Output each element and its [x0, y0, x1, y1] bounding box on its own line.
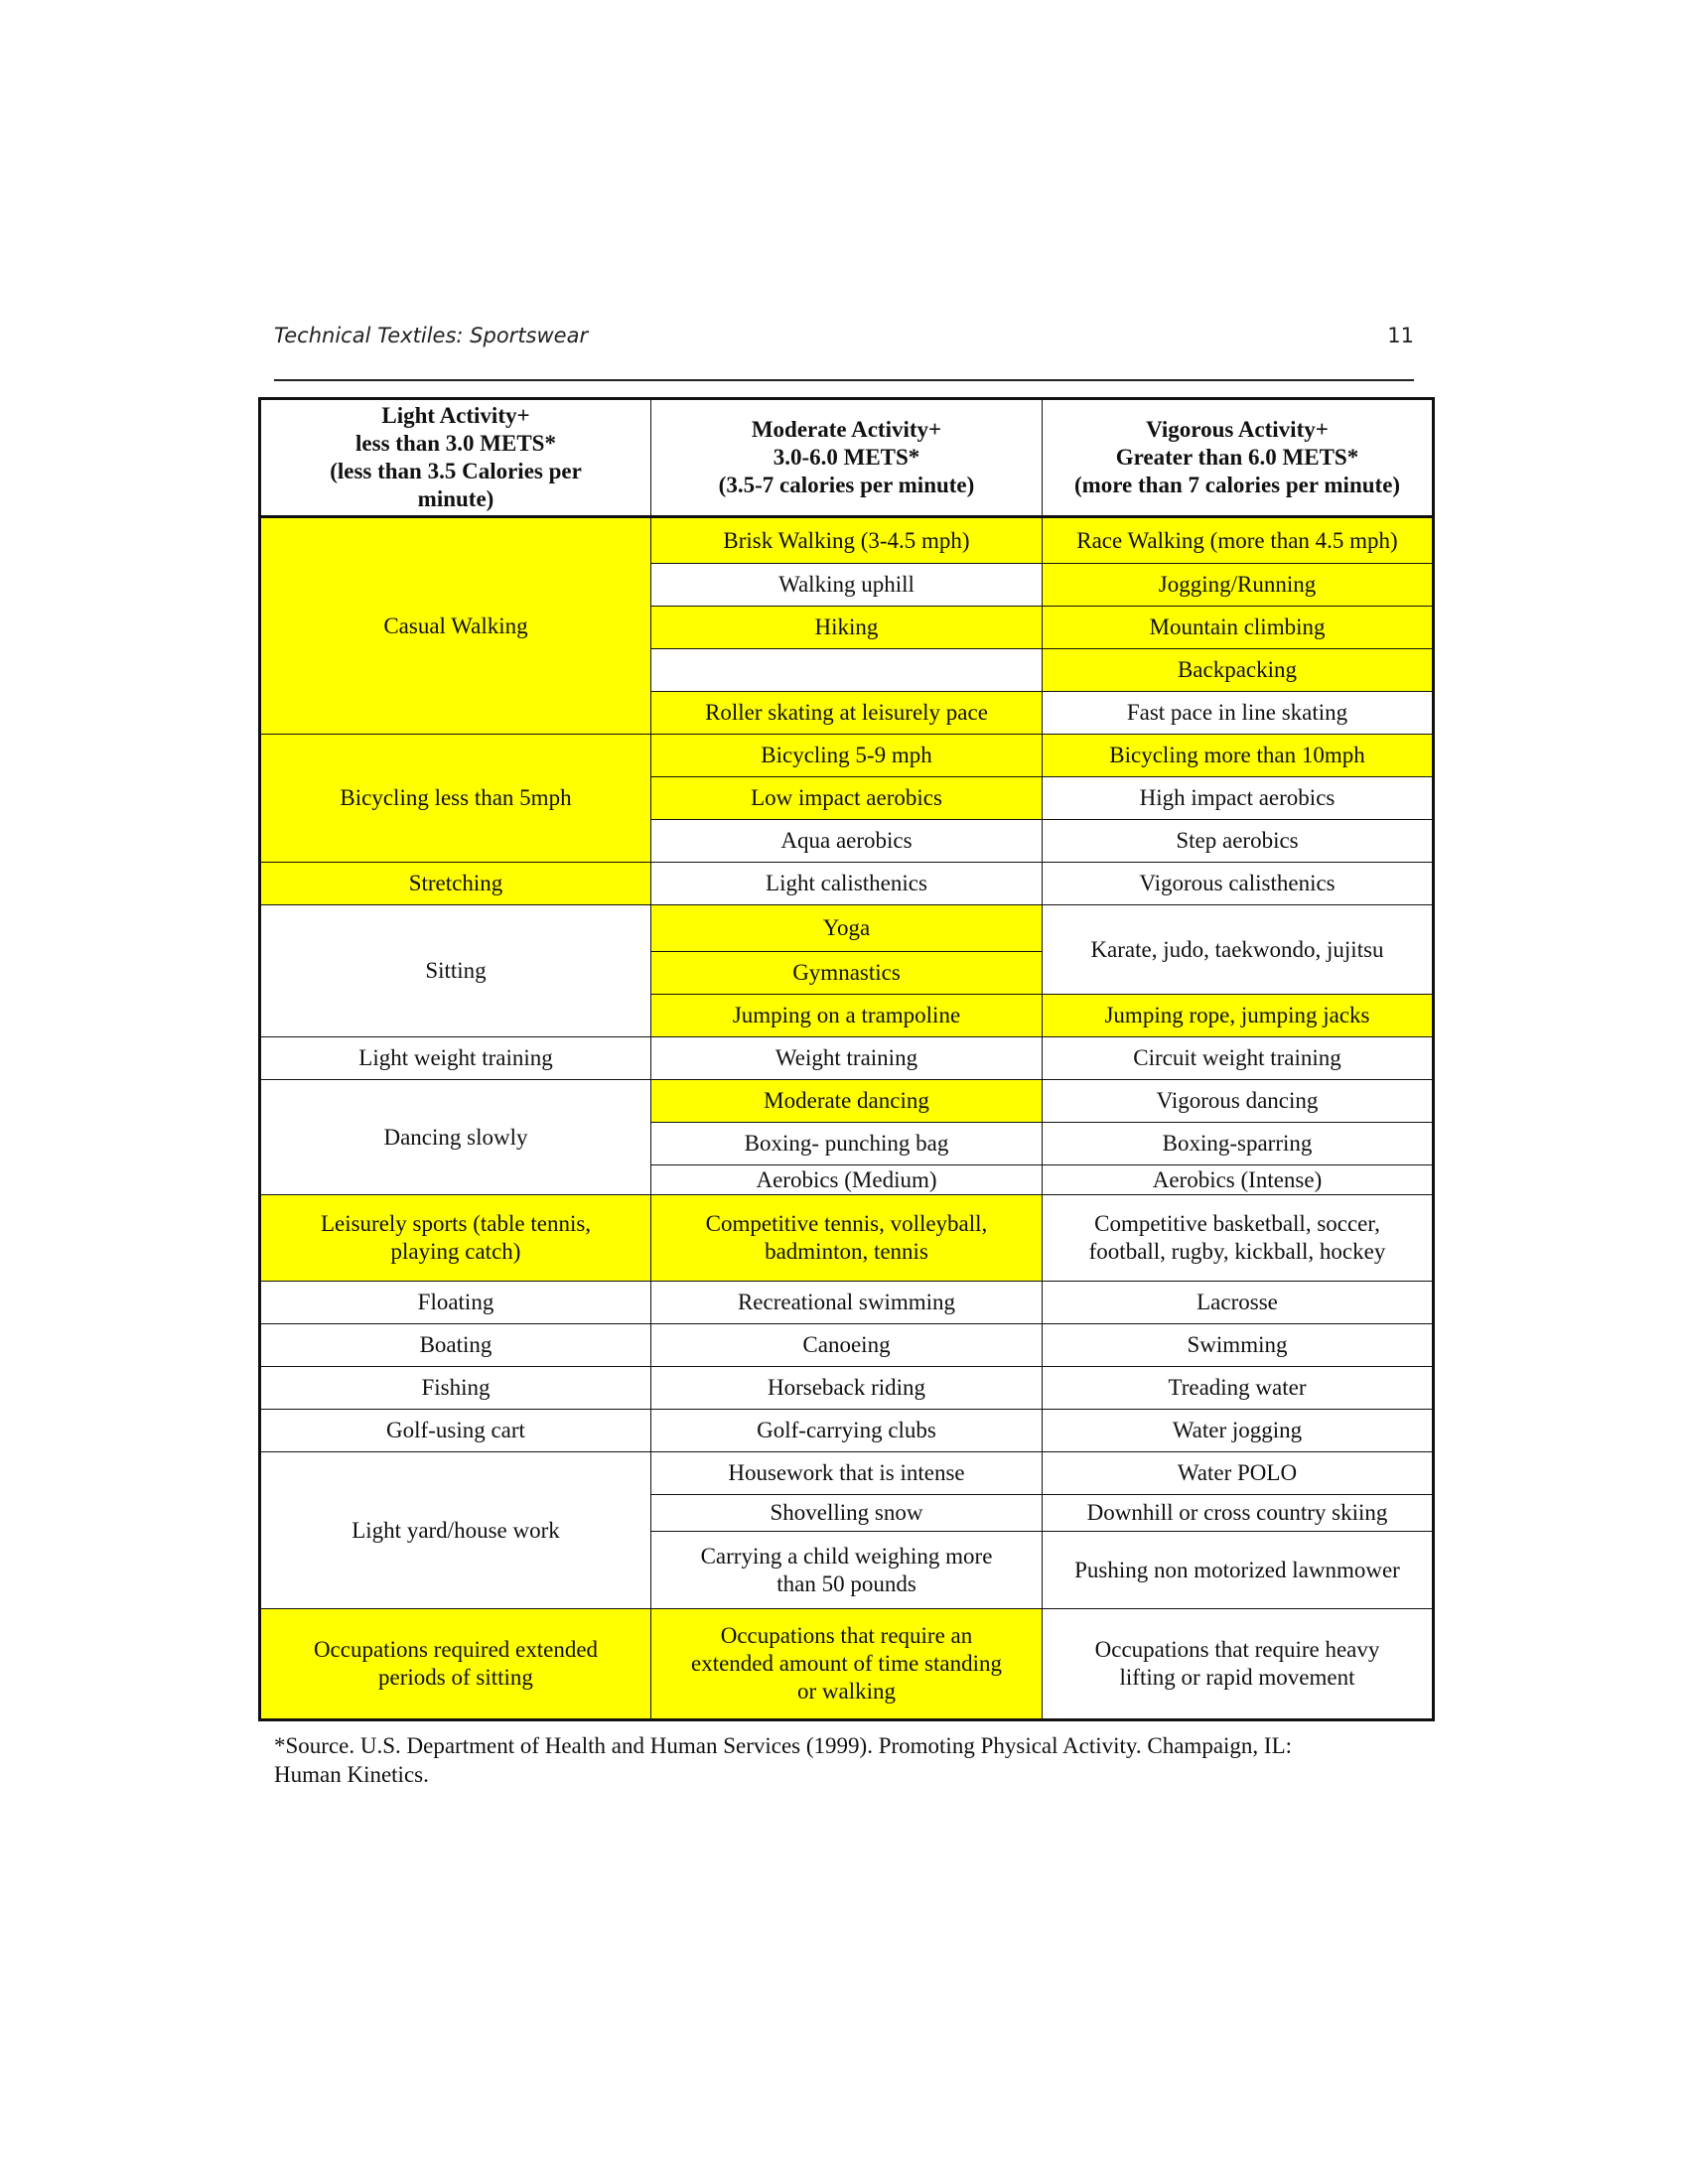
table-row [260, 1037, 1434, 1080]
cell-carrying-child [651, 1532, 1043, 1609]
cell-water-polo: Water POLO [1043, 1452, 1434, 1495]
cell-jogging: Jogging/Running [1043, 564, 1434, 607]
cell-horseback: Horseback riding [651, 1367, 1043, 1410]
table-row [260, 863, 1434, 905]
header-light [260, 399, 651, 517]
cell-line: than 50 pounds [776, 1570, 916, 1596]
cell-competitive-tennis [651, 1195, 1043, 1282]
cell-brisk-walking: Brisk Walking (3-4.5 mph) [651, 517, 1043, 564]
cell-bicycling-light: Bicycling less than 5mph [260, 735, 651, 863]
cell-golf-cart: Golf-using cart [260, 1410, 651, 1452]
cell-backpacking: Backpacking [1043, 649, 1434, 692]
cell-jumping-rope: Jumping rope, jumping jacks [1043, 995, 1434, 1037]
cell-aqua-aerobics: Aqua aerobics [651, 820, 1043, 863]
cell-weight-training: Weight training [651, 1037, 1043, 1080]
cell-martial-arts: Karate, judo, taekwondo, jujitsu [1043, 905, 1434, 995]
cell-line: Competitive basketball, soccer, [1094, 1211, 1380, 1236]
cell-line: playing catch) [390, 1239, 521, 1264]
cell-low-impact: Low impact aerobics [651, 777, 1043, 820]
cell-yard-work: Light yard/house work [260, 1452, 651, 1609]
running-head [274, 316, 1414, 355]
cell-occupations-moderate [651, 1609, 1043, 1720]
table-row [260, 1367, 1434, 1410]
header-line: Greater than 6.0 METS* [1115, 445, 1359, 470]
cell-line: Leisurely sports (table tennis, [320, 1211, 592, 1236]
source-note [274, 1731, 1426, 1789]
header-rule [274, 379, 1414, 381]
cell-vigorous-calisthenics: Vigorous calisthenics [1043, 863, 1434, 905]
table-row [260, 905, 1434, 952]
cell-swimming: Swimming [1043, 1324, 1434, 1367]
cell-leisurely-sports [260, 1195, 651, 1282]
header-line: less than 3.0 METS* [355, 431, 556, 456]
cell-floating: Floating [260, 1282, 651, 1324]
table-row [260, 1195, 1434, 1282]
cell-line: badminton, tennis [765, 1239, 928, 1264]
cell-line: extended amount of time standing [691, 1651, 1002, 1676]
cell-light-weight: Light weight training [260, 1037, 651, 1080]
page-number: 11 [1387, 324, 1414, 347]
table-row [260, 517, 1434, 564]
cell-mountain-climbing: Mountain climbing [1043, 607, 1434, 649]
header-line: Moderate Activity+ [751, 417, 942, 442]
cell-high-impact: High impact aerobics [1043, 777, 1434, 820]
header-vigorous [1043, 399, 1434, 517]
table-header-row [260, 399, 1434, 517]
cell-light-calisthenics: Light calisthenics [651, 863, 1043, 905]
table-row [260, 1080, 1434, 1123]
cell-line: football, rugby, kickball, hockey [1088, 1239, 1386, 1264]
cell-roller-skating: Roller skating at leisurely pace [651, 692, 1043, 735]
cell-treading-water: Treading water [1043, 1367, 1434, 1410]
header-line: Light Activity+ [381, 403, 530, 428]
source-line: Human Kinetics. [274, 1762, 429, 1787]
cell-dancing-slowly: Dancing slowly [260, 1080, 651, 1195]
source-line: *Source. U.S. Department of Health and Human Services (1999). Promoting Physical Activity. Champaign, IL: [274, 1733, 1293, 1758]
cell-fishing: Fishing [260, 1367, 651, 1410]
cell-casual-walking: Casual Walking [260, 517, 651, 735]
cell-boating: Boating [260, 1324, 651, 1367]
cell-moderate-dancing: Moderate dancing [651, 1080, 1043, 1123]
header-line: 3.0-6.0 METS* [773, 445, 920, 470]
cell-race-walking: Race Walking (more than 4.5 mph) [1043, 517, 1434, 564]
table-row [260, 1282, 1434, 1324]
activity-table [258, 397, 1435, 1721]
cell-line: lifting or rapid movement [1119, 1665, 1355, 1690]
header-moderate [651, 399, 1043, 517]
cell-water-jogging: Water jogging [1043, 1410, 1434, 1452]
cell-skiing: Downhill or cross country skiing [1043, 1495, 1434, 1532]
cell-step-aerobics: Step aerobics [1043, 820, 1434, 863]
header-line: Vigorous Activity+ [1146, 417, 1329, 442]
cell-line: Occupations that require an [720, 1623, 973, 1648]
cell-line: Carrying a child weighing more [700, 1543, 993, 1569]
cell-vigorous-dancing: Vigorous dancing [1043, 1080, 1434, 1123]
cell-line: or walking [796, 1679, 896, 1704]
cell-boxing-sparring: Boxing-sparring [1043, 1123, 1434, 1165]
cell-occupations-vigorous [1043, 1609, 1434, 1720]
cell-stretching: Stretching [260, 863, 651, 905]
table-row [260, 1452, 1434, 1495]
cell-yoga: Yoga [651, 905, 1043, 952]
table-row [260, 735, 1434, 777]
cell-line: Occupations required extended [313, 1637, 599, 1662]
cell-lawnmower: Pushing non motorized lawnmower [1043, 1532, 1434, 1609]
cell-gymnastics: Gymnastics [651, 952, 1043, 995]
cell-trampoline: Jumping on a trampoline [651, 995, 1043, 1037]
table-row [260, 1324, 1434, 1367]
cell-recreational-swimming: Recreational swimming [651, 1282, 1043, 1324]
table-row [260, 1609, 1434, 1720]
cell-inline-skating: Fast pace in line skating [1043, 692, 1434, 735]
cell-line: Competitive tennis, volleyball, [705, 1211, 988, 1236]
cell-boxing-bag: Boxing- punching bag [651, 1123, 1043, 1165]
header-line: (more than 7 calories per minute) [1073, 473, 1401, 497]
cell-occupations-light [260, 1609, 651, 1720]
cell-empty [651, 649, 1043, 692]
cell-bicycling-moderate: Bicycling 5-9 mph [651, 735, 1043, 777]
cell-lacrosse: Lacrosse [1043, 1282, 1434, 1324]
header-line: (3.5-7 calories per minute) [718, 473, 975, 497]
cell-walking-uphill: Walking uphill [651, 564, 1043, 607]
header-line: (less than 3.5 Calories per [330, 459, 582, 483]
cell-aerobics-intense: Aerobics (Intense) [1043, 1165, 1434, 1195]
cell-shovelling: Shovelling snow [651, 1495, 1043, 1532]
cell-circuit-training: Circuit weight training [1043, 1037, 1434, 1080]
running-head-title: Technical Textiles: Sportswear [274, 324, 589, 347]
cell-line: periods of sitting [378, 1665, 533, 1690]
cell-aerobics-medium: Aerobics (Medium) [651, 1165, 1043, 1195]
cell-bicycling-vigorous: Bicycling more than 10mph [1043, 735, 1434, 777]
cell-golf-clubs: Golf-carrying clubs [651, 1410, 1043, 1452]
cell-sitting: Sitting [260, 905, 651, 1037]
cell-competitive-basketball [1043, 1195, 1434, 1282]
cell-hiking: Hiking [651, 607, 1043, 649]
cell-line: Occupations that require heavy [1094, 1637, 1380, 1662]
table-row [260, 1410, 1434, 1452]
cell-canoeing: Canoeing [651, 1324, 1043, 1367]
header-line: minute) [417, 486, 494, 511]
cell-housework: Housework that is intense [651, 1452, 1043, 1495]
